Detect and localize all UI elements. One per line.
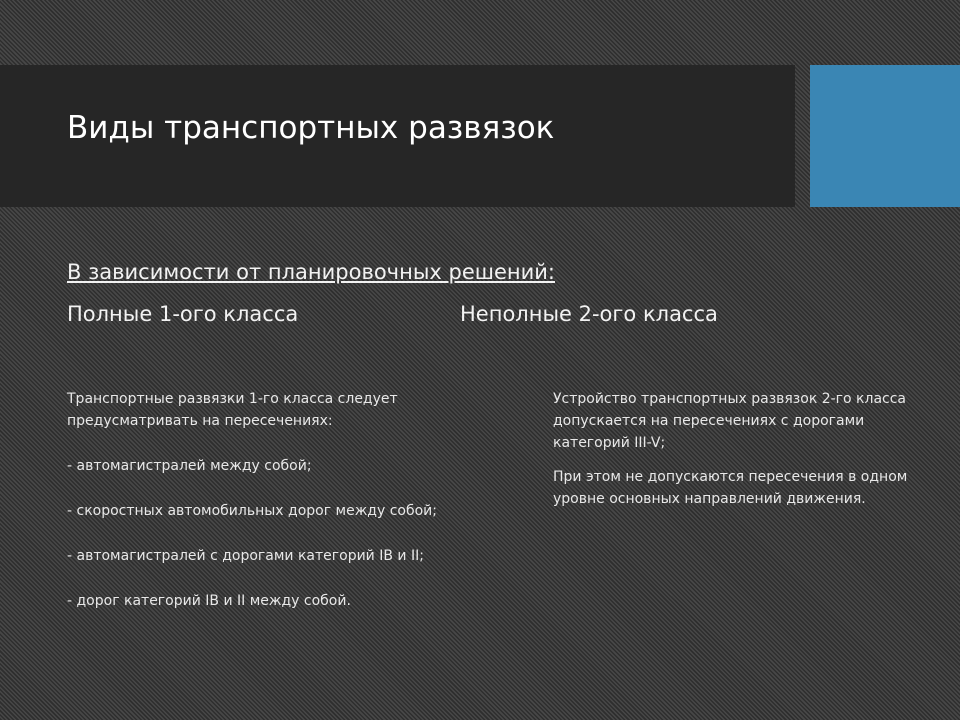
right-column-text [553,388,913,510]
left-paragraph: Транспортные развязки 1-го класса следует предусматривать на пересечениях: [67,391,398,429]
right-paragraph: Устройство транспортных развязок 2-го класса допускается на пересечениях с дорогами категорий III-V; [553,391,907,451]
left-paragraph: - автомагистралей между собой; [67,458,312,474]
accent-block [810,65,960,207]
column-heading-partial: Неполные 2-ого класса [460,302,718,326]
slide-title: Виды транспортных развязок [67,110,555,146]
left-paragraph: - скоростных автомобильных дорог между собой; [67,503,438,519]
subheading: В зависимости от планировочных решений: [67,260,555,284]
left-column-text [67,388,477,612]
right-paragraph: При этом не допускаются пересечения в одном уровне основных направлений движения. [553,469,908,507]
column-heading-full: Полные 1-ого класса [67,302,299,326]
left-paragraph: - дорог категорий IB и II между собой. [67,593,351,609]
left-paragraph: - автомагистралей с дорогами категорий IB и II; [67,548,424,564]
